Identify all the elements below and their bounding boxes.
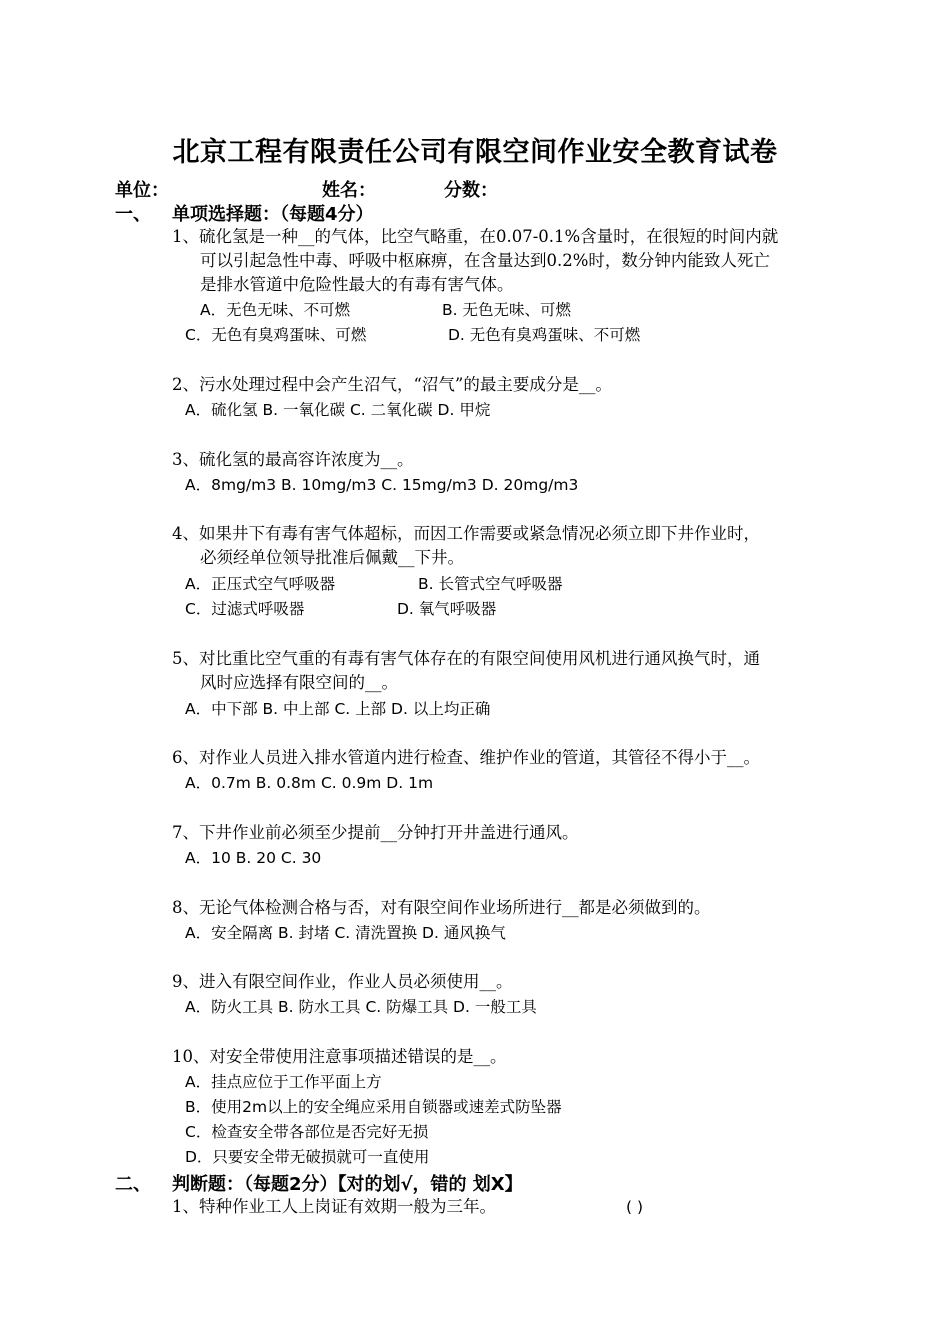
q1-option-a: A．无色无味、不可燃: [200, 301, 351, 319]
q1-line1: 1、硫化氢是一种__的气体，比空气略重，在0.07-0.1%含量时，在很短的时间内就: [172, 227, 779, 246]
judge-q1-text: 1、特种作业工人上岗证有效期一般为三年。: [172, 1197, 496, 1216]
section2-title: 判断题：（每题2分）【对的划√，错的 划X】: [172, 1174, 523, 1195]
name-label: 姓名：: [322, 180, 376, 201]
q10-option-d: D．只要安全带无破损就可一直使用: [185, 1148, 430, 1166]
q5-line1: 5、对比重比空气重的有毒有害气体存在的有限空间使用风机进行通风换气时，通: [172, 649, 760, 668]
q2-options: A．硫化氢 B. 一氧化碳 C. 二氧化碳 D. 甲烷: [185, 401, 491, 419]
section2-number: 二、: [115, 1174, 151, 1195]
unit-label: 单位：: [115, 180, 169, 201]
q4-option-c: C．过滤式呼吸器: [185, 600, 305, 618]
q4-line2: 必须经单位领导批准后佩戴__下井。: [200, 548, 464, 567]
q7-line1: 7、下井作业前必须至少提前__分钟打开井盖进行通风。: [172, 823, 579, 842]
q9-line1: 9、进入有限空间作业，作业人员必须使用__。: [172, 972, 513, 991]
q7-options: A．10 B. 20 C. 30: [185, 849, 322, 867]
q2-line1: 2、污水处理过程中会产生沼气，“沼气”的最主要成分是__。: [172, 375, 612, 394]
judge-q1-answer-blank[interactable]: ( ): [626, 1198, 644, 1216]
q4-line1: 4、如果井下有毒有害气体超标，而因工作需要或紧急情况必须立即下井作业时，: [172, 524, 760, 543]
q10-option-c: C．检查安全带各部位是否完好无损: [185, 1123, 429, 1141]
q9-options: A．防火工具 B. 防水工具 C. 防爆工具 D. 一般工具: [185, 998, 537, 1016]
q10-line1: 10、对安全带使用注意事项描述错误的是__。: [172, 1047, 507, 1066]
page-title: 北京工程有限责任公司有限空间作业安全教育试卷: [172, 137, 778, 168]
q3-options: A．8mg/m3 B. 10mg/m3 C. 15mg/m3 D. 20mg/m3: [185, 476, 579, 494]
section1-number: 一、: [115, 204, 151, 225]
q5-options: A．中下部 B. 中上部 C. 上部 D. 以上均正确: [185, 700, 491, 718]
q1-option-c: C．无色有臭鸡蛋味、可燃: [185, 326, 367, 344]
section1-title: 单项选择题：（每题4分）: [172, 204, 374, 225]
q1-option-b: B. 无色无味、可燃: [442, 301, 571, 319]
q5-line2: 风时应选择有限空间的__。: [200, 673, 398, 692]
q6-options: A．0.7m B. 0.8m C. 0.9m D. 1m: [185, 774, 434, 792]
q1-line3: 是排水管道中危险性最大的有毒有害气体。: [200, 275, 514, 294]
q6-line1: 6、对作业人员进入排水管道内进行检查、维护作业的管道，其管径不得小于__。: [172, 748, 760, 767]
score-label: 分数：: [444, 180, 498, 201]
q8-options: A．安全隔离 B. 封堵 C. 清洗置换 D. 通风换气: [185, 924, 506, 942]
q1-option-d: D. 无色有臭鸡蛋味、不可燃: [448, 326, 641, 344]
q3-line1: 3、硫化氢的最高容许浓度为__。: [172, 450, 414, 469]
q4-option-a: A．正压式空气呼吸器: [185, 575, 336, 593]
q1-line2: 可以引起急性中毒、呼吸中枢麻痹，在含量达到0.2%时，数分钟内能致人死亡: [200, 251, 770, 270]
q4-option-b: B. 长管式空气呼吸器: [418, 575, 563, 593]
q4-option-d: D. 氧气呼吸器: [397, 600, 497, 618]
q10-option-a: A．挂点应位于工作平面上方: [185, 1073, 382, 1091]
q8-line1: 8、无论气体检测合格与否，对有限空间作业场所进行__都是必须做到的。: [172, 898, 711, 917]
q10-option-b: B．使用2m以上的安全绳应采用自锁器或速差式防坠器: [185, 1098, 562, 1116]
